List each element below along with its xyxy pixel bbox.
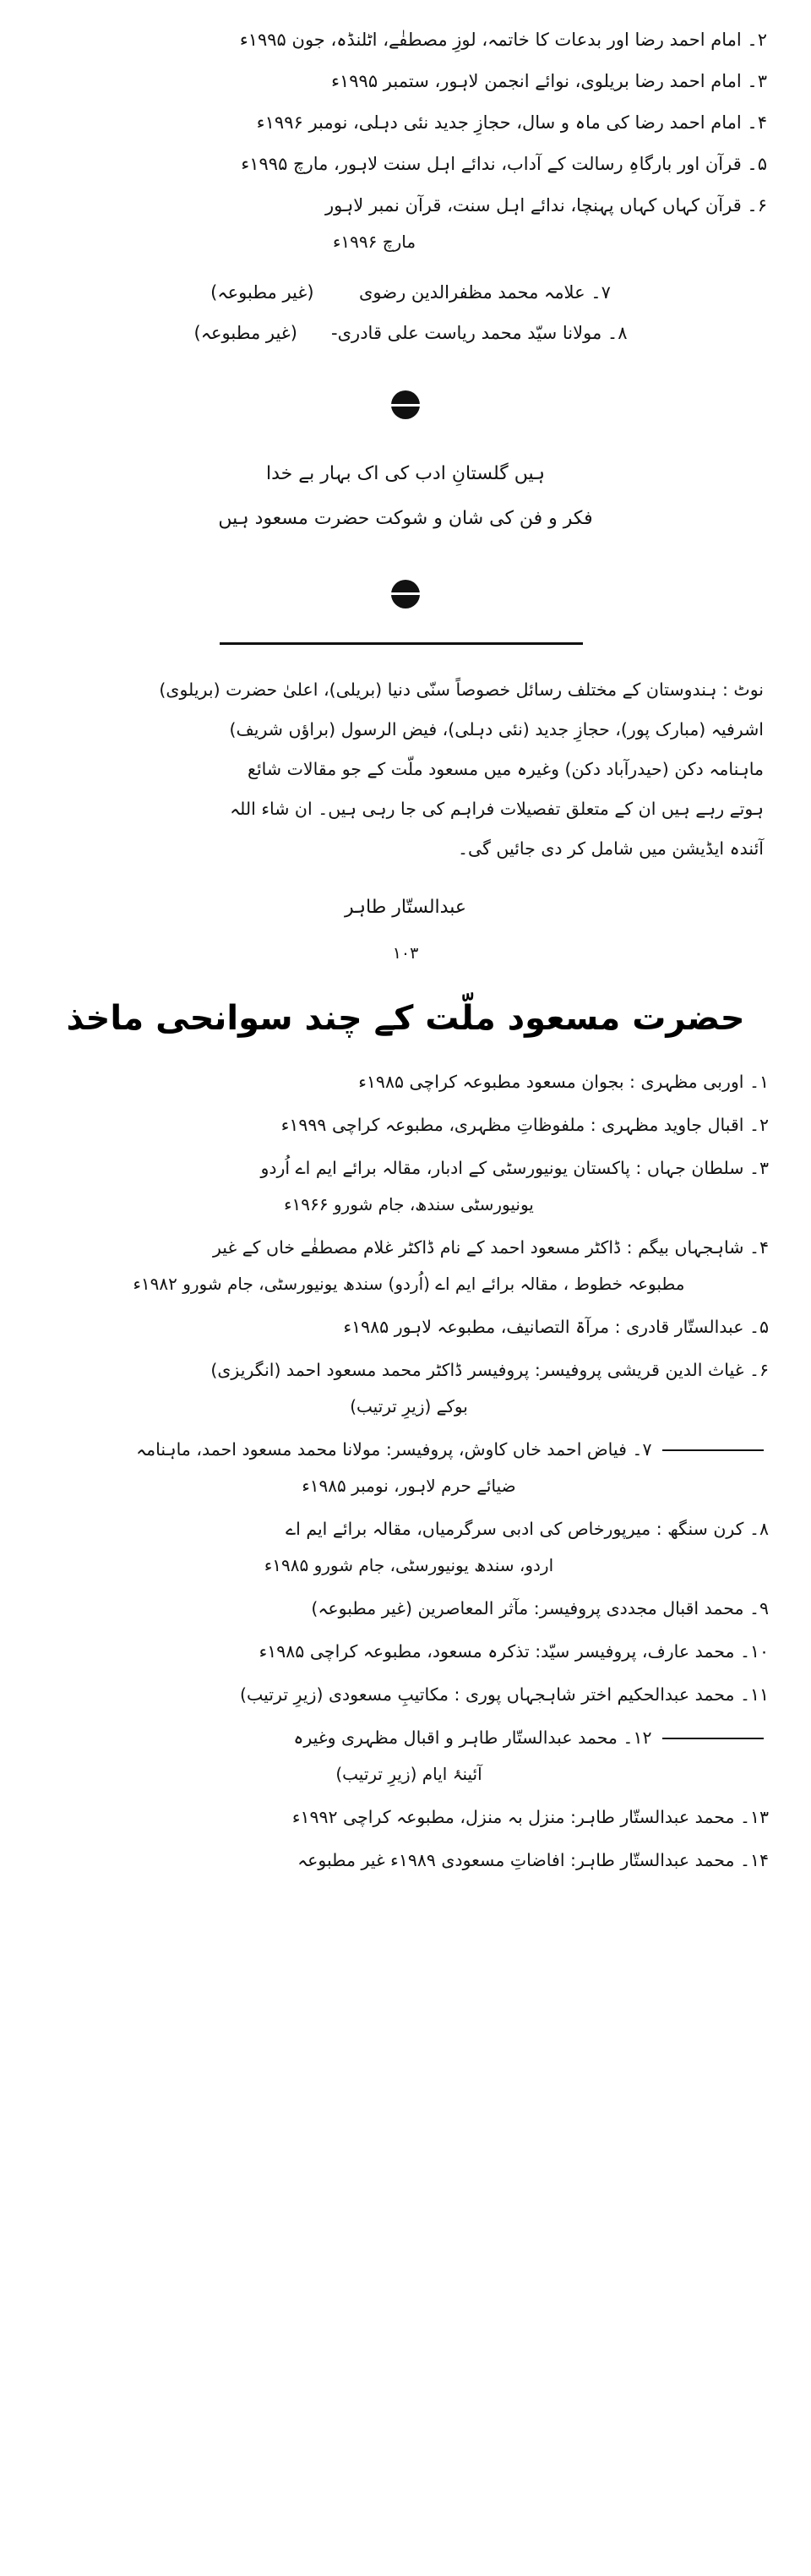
- bib-main: ۱۴۔ محمد عبدالستّار طاہر: افاضاتِ مسعودی ۱۹۸۹ء غیر مطبوعہ: [297, 1850, 769, 1871]
- list-item: [49, 1352, 769, 1424]
- bib-main: ۷۔ فیاض احمد خاں کاوش، پروفیسر: مولانا محمد مسعود احمد، ماہنامہ: [136, 1439, 652, 1460]
- list-item: [49, 1230, 769, 1302]
- unpublished-entry-8-text: ۸۔ مولانا سیّد محمد ریاست علی قادری-: [331, 323, 628, 344]
- couplet-block: [0, 453, 811, 540]
- couplet-line: فکر و فن کی شان و شوکت حضرت مسعود ہیں: [218, 508, 593, 530]
- ornament-divider-top: [0, 390, 811, 419]
- bib-main: ۵۔ عبدالستّار قادری : مرآۃ التصانیف، مطبوعہ لاہور ۱۹۸۵ء: [343, 1317, 769, 1338]
- list-item: [49, 1842, 769, 1878]
- couplet-line: ہیں گلستانِ ادب کی اک بہار بے خدا: [266, 463, 545, 485]
- note-line: ماہنامہ دکن (حیدرآباد دکن) وغیرہ میں مسعود ملّت کے جو مقالات شائع: [248, 758, 764, 779]
- bib-continuation: یونیورسٹی سندھ، جام شورو ۱۹۶۶ء: [284, 1194, 534, 1215]
- unpublished-entry-8-note: (غیر مطبوعہ): [193, 323, 297, 344]
- list-item: [49, 1511, 769, 1583]
- list-trailing-date: مارچ ۱۹۹۶ء: [333, 232, 416, 253]
- folio-number: ۱۰۳: [392, 944, 419, 963]
- list-item: [49, 1064, 769, 1100]
- list-item: [49, 1432, 769, 1504]
- circle-bar-icon: [391, 580, 420, 609]
- bib-continuation: مطبوعہ خطوط ، مقالہ برائے ایم اے (اُردو) سندھ یونیورسٹی، جام شورو ۱۹۸۲ء: [133, 1274, 685, 1295]
- list-item: [49, 1150, 769, 1222]
- note-block: [0, 670, 811, 869]
- bib-main: ۱۳۔ محمد عبدالستّار طاہر: منزل بہ منزل، مطبوعہ کراچی ۱۹۹۲ء: [291, 1807, 769, 1828]
- list-item: ۲۔ امام احمد رضا اور بدعات کا خاتمہ، لوزِ مصطفٰے، اٹلنڈہ، جون ۱۹۹۵ء: [239, 30, 767, 50]
- leader-rule: [662, 1449, 764, 1451]
- bib-main: ۱۰۔ محمد عارف، پروفیسر سیّد: تذکرہ مسعود، مطبوعہ کراچی ۱۹۸۵ء: [259, 1641, 769, 1662]
- bib-main: ۱۔ اوربی مظہری : بجوان مسعود مطبوعہ کراچی ۱۹۸۵ء: [358, 1072, 769, 1093]
- bib-main: ۲۔ اقبال جاوید مظہری : ملفوظاتِ مظہری، مطبوعہ کراچی ۱۹۹۹ء: [280, 1115, 769, 1136]
- bib-main: ۸۔ کرن سنگھ : میرپورخاص کی ادبی سرگرمیاں، مقالہ برائے ایم اے: [286, 1519, 769, 1540]
- note-line: نوٹ : ہندوستان کے مختلف رسائل خصوصاً سنّی دنیا (بریلی)، اعلیٰ حضرت (بریلوی): [159, 679, 764, 700]
- bib-main: ۱۲۔ محمد عبدالستّار طاہر و اقبال مظہری وغیرہ: [293, 1727, 652, 1749]
- note-line: اشرفیہ (مبارک پور)، حجازِ جدید (نئی دہلی)، فیض الرسول (براؤں شریف): [229, 718, 764, 740]
- page-title: حضرت مسعود ملّت کے چند سوانحی ماخذ: [66, 999, 745, 1039]
- bibliography-list: [0, 1064, 811, 1919]
- top-reference-list: [0, 0, 811, 352]
- list-item: ۳۔ امام احمد رضا بریلوی، نوائے انجمن لاہور، ستمبر ۱۹۹۵ء: [331, 71, 767, 92]
- section-rule: [220, 642, 583, 645]
- author-signature: عبدالستّار طاہر: [345, 897, 466, 919]
- list-item: ۴۔ امام احمد رضا کی ماہ و سال، حجازِ جدید نئی دہلی، نومبر ۱۹۹۶ء: [256, 112, 767, 134]
- bib-main: ۹۔ محمد اقبال مجددی پروفیسر: مآثر المعاصرین (غیر مطبوعہ): [311, 1598, 769, 1619]
- list-item: [49, 1634, 769, 1669]
- unpublished-entry-7: [54, 274, 767, 311]
- unpublished-entry-7-text: ۷۔ علامہ محمد مظفرالدین رضوی: [358, 282, 611, 303]
- bib-continuation: اردو، سندھ یونیورسٹی، جام شورو ۱۹۸۵ء: [264, 1555, 554, 1576]
- list-item: ۶۔ قرآن کہاں کہاں پہنچا، ندائے اہل سنت، قرآن نمبر لاہور: [325, 195, 767, 216]
- bib-main: ۳۔ سلطان جہاں : پاکستان یونیورسٹی کے ادبار، مقالہ برائے ایم اے اُردو: [260, 1158, 769, 1179]
- list-item: [49, 1677, 769, 1712]
- ornament-divider-bottom: [0, 580, 811, 609]
- list-item: [49, 1799, 769, 1835]
- list-item: ۵۔ قرآن اور بارگاہِ رسالت کے آداب، ندائے اہل سنت لاہور، مارچ ۱۹۹۵ء: [241, 154, 767, 175]
- leader-rule: [662, 1738, 764, 1739]
- list-item: [49, 1107, 769, 1143]
- bib-main: ۶۔ غیاث الدین قریشی پروفیسر: پروفیسر ڈاکٹر محمد مسعود احمد (انگریزی): [210, 1360, 769, 1381]
- bib-continuation: ضیائے حرم لاہور، نومبر ۱۹۸۵ء: [302, 1476, 516, 1497]
- unpublished-entry-8: [54, 314, 767, 352]
- bib-continuation: آئینۂ ایام (زیرِ ترتیب): [335, 1764, 482, 1785]
- unpublished-entry-7-note: (غیر مطبوعہ): [210, 282, 314, 303]
- list-item: [49, 1309, 769, 1345]
- bib-main: ۴۔ شاہجہاں بیگم : ڈاکٹر مسعود احمد کے نام ڈاکٹر غلام مصطفٰے خاں کے غیر: [213, 1237, 769, 1258]
- circle-bar-icon: [391, 390, 420, 419]
- note-line: ہوتے رہے ہیں ان کے متعلق تفصیلات فراہم کی جا رہی ہیں۔ ان شاء اللہ: [230, 798, 764, 819]
- list-item: [49, 1591, 769, 1626]
- list-item: [49, 1720, 769, 1792]
- bib-continuation: بوکے (زیرِ ترتیب): [350, 1396, 468, 1417]
- note-line: آئندہ ایڈیشن میں شامل کر دی جائیں گی۔: [458, 838, 764, 860]
- bib-main: ۱۱۔ محمد عبدالحکیم اختر شاہجہاں پوری : مکاتیبِ مسعودی (زیرِ ترتیب): [240, 1684, 769, 1706]
